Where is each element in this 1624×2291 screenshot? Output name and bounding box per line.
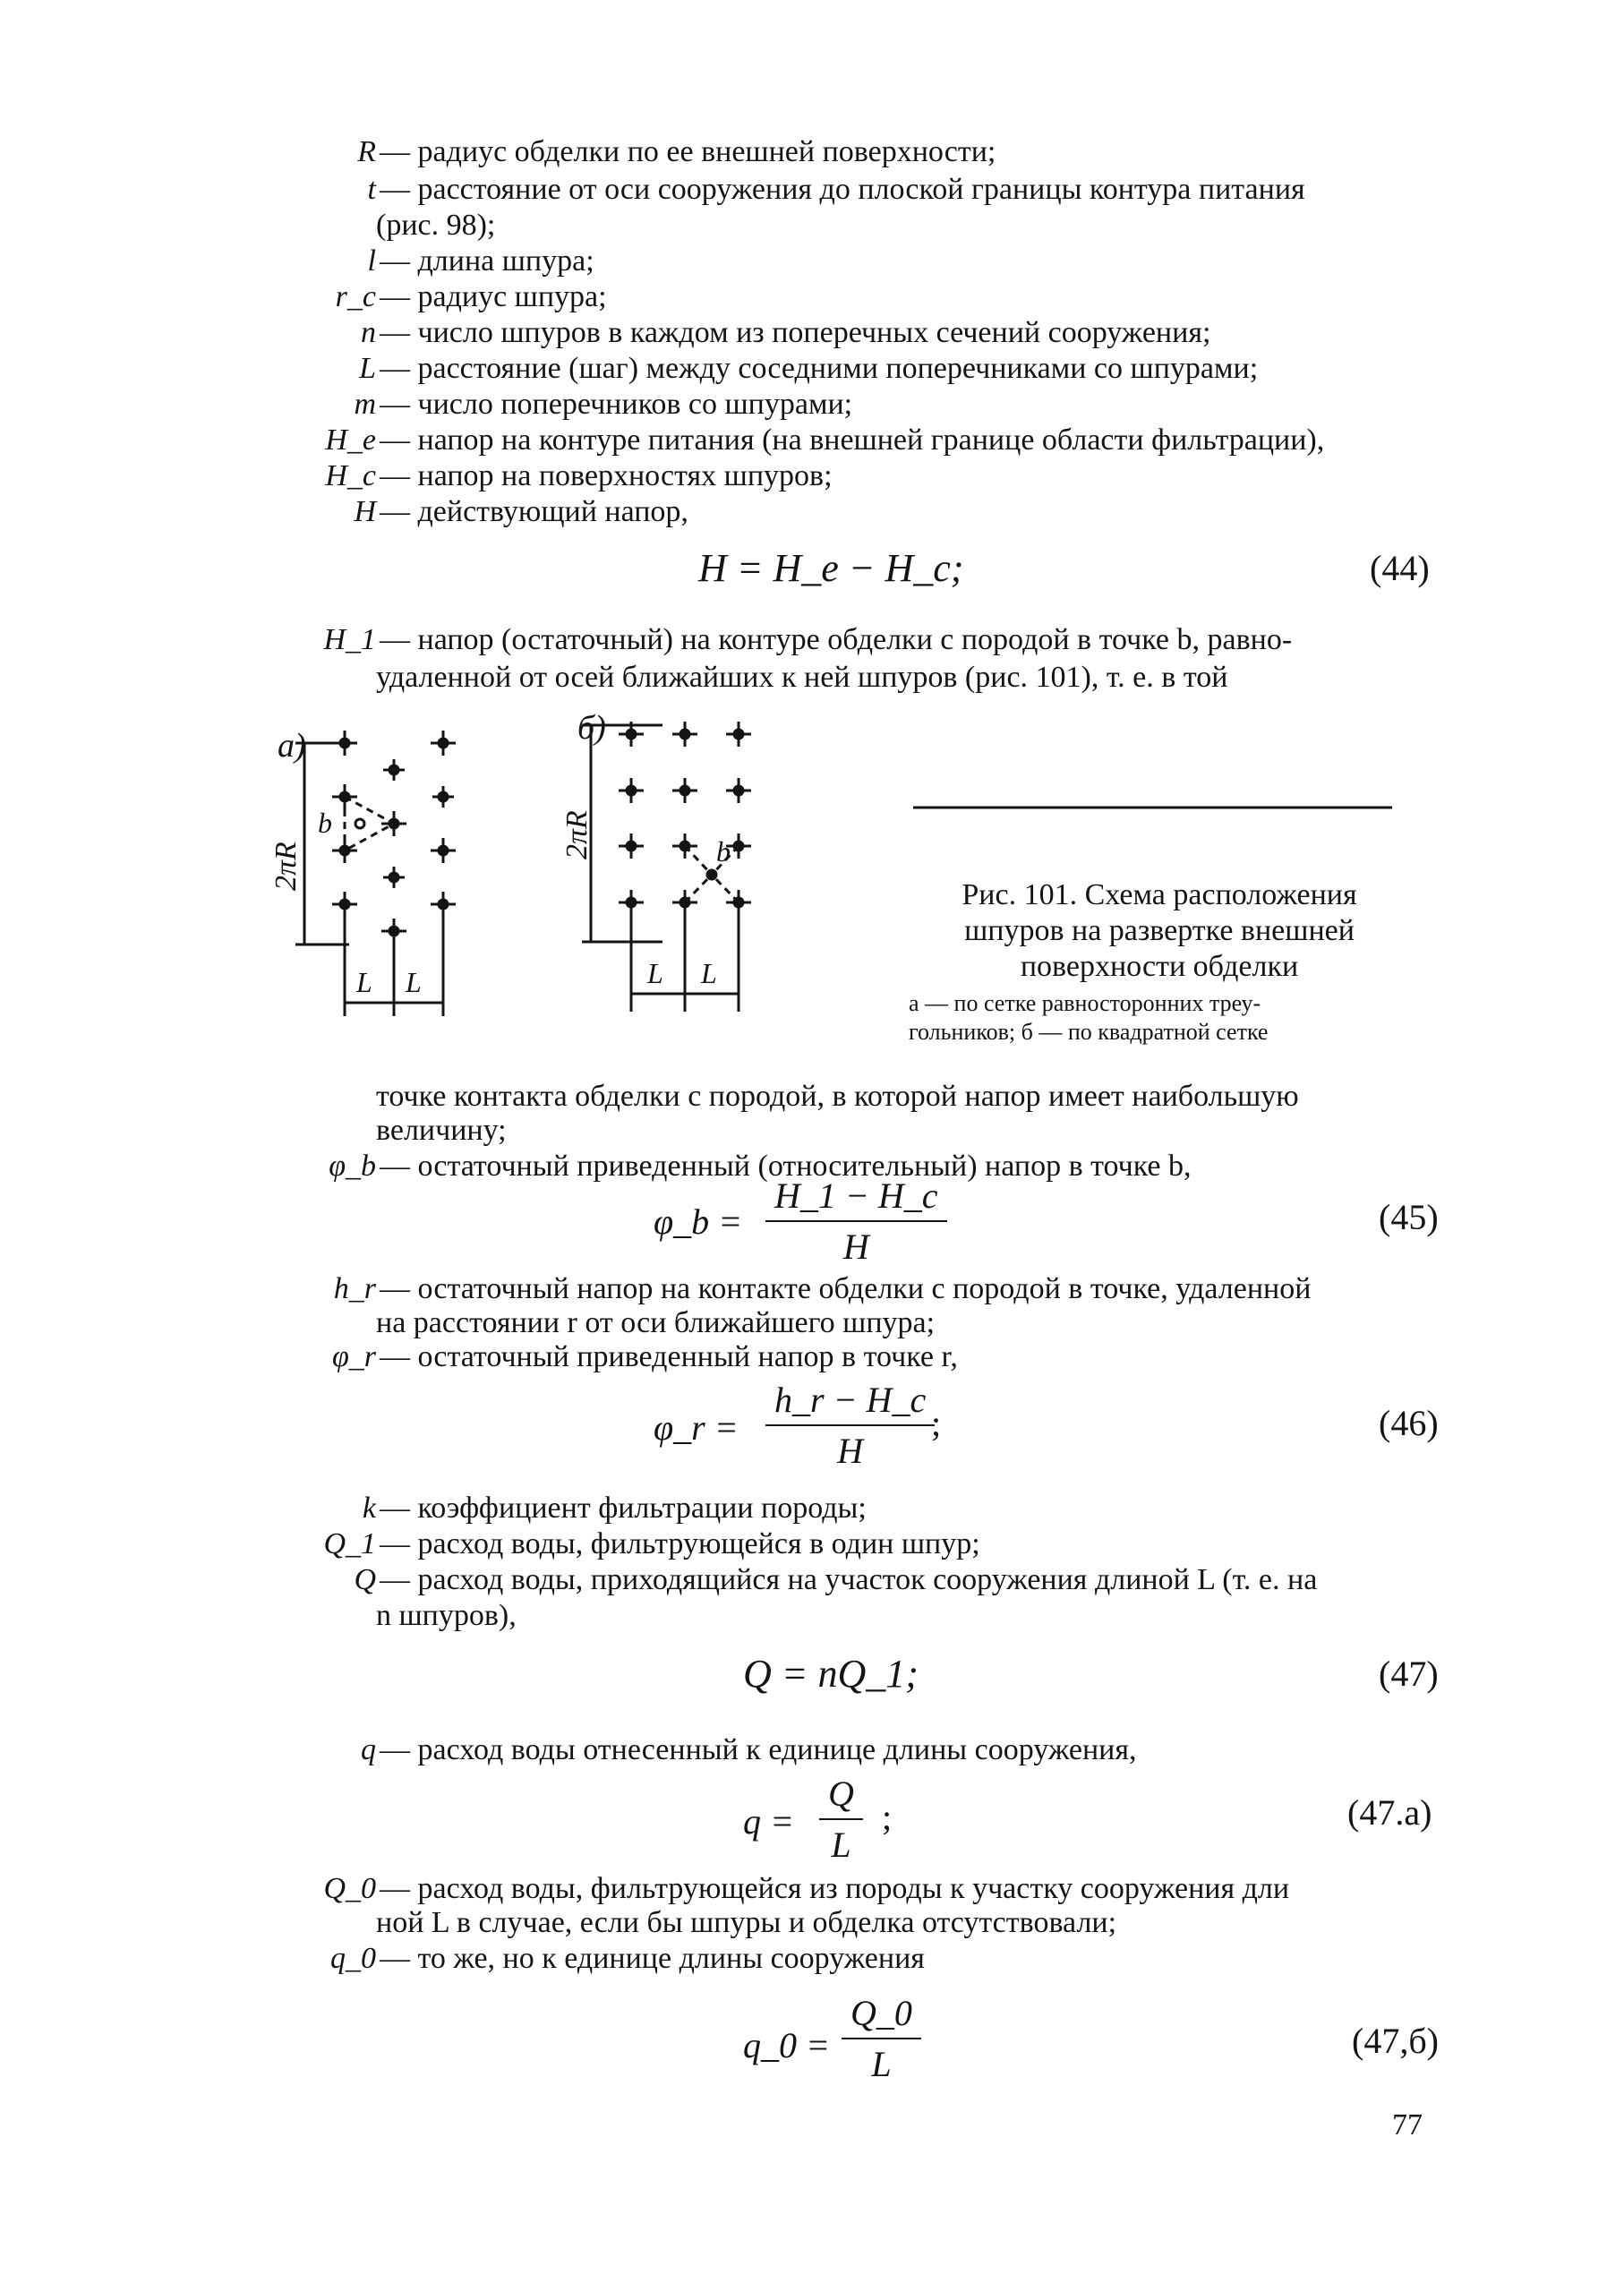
- caption-line: поверхности обделки: [1020, 950, 1299, 983]
- equation-number: (47.a): [1347, 1792, 1432, 1833]
- fraction-denominator: H: [842, 1227, 869, 1267]
- symbol: L: [359, 352, 376, 385]
- def-line: [295, 315, 1210, 351]
- def-text: — расход воды, приходящийся на участок сооружения длиной L (т. е. на: [380, 1563, 1318, 1596]
- def-text: — остаточный приведенный напор в точке r,: [380, 1340, 958, 1373]
- fraction-numerator: Q: [819, 1773, 863, 1820]
- equation-47a-lhs: q =: [743, 1801, 794, 1842]
- step-label-b1: L: [647, 957, 663, 989]
- diagram-b: [560, 709, 751, 1012]
- def-line: [295, 1941, 925, 1977]
- equation-number: (47): [1379, 1654, 1439, 1694]
- step-label-b2: L: [701, 957, 717, 989]
- def-line: [295, 1271, 1311, 1307]
- equation-46-fraction: [765, 1379, 935, 1472]
- def-text: — радиус шпура;: [380, 280, 607, 313]
- def-text: — напор на поверхностях шпуров;: [380, 459, 833, 492]
- figure-caption-note: [909, 989, 1268, 1047]
- symbol: Q_0: [323, 1872, 376, 1905]
- equation-47b-fraction: [842, 1992, 921, 2085]
- def-text: удаленной от осей ближайших к ней шпуров (рис. 101), т. е. в той: [376, 661, 1228, 694]
- figure-label-b: б): [577, 709, 606, 747]
- symbol: q_0: [330, 1942, 376, 1975]
- equation-number: (45): [1379, 1197, 1439, 1237]
- hole-marks: [332, 731, 456, 944]
- fraction-denominator: L: [871, 2044, 892, 2084]
- def-text: — расход воды, фильтрующейся в один шпур;: [380, 1527, 980, 1560]
- figure-caption-title: [909, 877, 1410, 985]
- def-line: [295, 458, 833, 494]
- hole-marks: [619, 722, 751, 915]
- fraction-numerator: Q_0: [842, 1992, 921, 2039]
- figure-label-a: a): [278, 727, 306, 765]
- def-line: [376, 1905, 1116, 1941]
- fraction-numerator: H_1 − H_c: [765, 1175, 947, 1222]
- symbol: t: [367, 173, 376, 206]
- def-line: [295, 1871, 1289, 1907]
- equation-number: (47,б): [1352, 2021, 1439, 2061]
- point-b-label-a: b: [318, 807, 332, 839]
- symbol: r_c: [335, 280, 376, 313]
- fraction-numerator: h_r − H_c: [765, 1379, 935, 1426]
- symbol: Q: [354, 1563, 376, 1596]
- def-line: [376, 1598, 517, 1634]
- symbol: H: [354, 495, 376, 528]
- diagram-a: [269, 727, 456, 1016]
- def-line: [295, 494, 688, 530]
- def-text: (рис. 98);: [376, 209, 496, 242]
- def-text: — остаточный напор на контакте обделки с породой в точке, удаленной: [380, 1272, 1312, 1305]
- def-text: — расстояние (шаг) между соседними поперечниками со шпурами;: [380, 352, 1259, 385]
- def-text: — длина шпура;: [380, 244, 594, 278]
- fraction-denominator: L: [831, 1825, 851, 1865]
- equation-47b-lhs: q_0 =: [743, 2025, 830, 2065]
- def-text: на расстоянии r от оси ближайшего шпура;: [376, 1306, 936, 1339]
- def-line: [376, 660, 1227, 696]
- def-line: [295, 423, 1324, 458]
- symbol: R: [357, 135, 376, 168]
- def-line: [295, 1562, 1317, 1598]
- def-line: [295, 279, 607, 315]
- def-text: величину;: [376, 1114, 507, 1147]
- def-text: n шпуров),: [376, 1599, 517, 1632]
- def-line: [295, 1732, 1137, 1768]
- symbol: n: [361, 316, 376, 349]
- caption-note-line: гольников; б — по квадратной сетке: [909, 1019, 1269, 1045]
- equation-number: (46): [1379, 1403, 1439, 1443]
- symbol: H_e: [325, 423, 376, 457]
- equation-47: Q = nQ_1;: [743, 1652, 919, 1696]
- def-line: [295, 1491, 867, 1526]
- def-line: [376, 1305, 935, 1341]
- def-line: [295, 387, 852, 423]
- def-text: — расход воды, фильтрующейся из породы к участку сооружения дли: [380, 1872, 1290, 1905]
- def-text: — число шпуров в каждом из поперечных сечений сооружения;: [380, 316, 1211, 349]
- def-line: [295, 244, 594, 279]
- symbol: m: [354, 388, 376, 421]
- def-text: — расстояние от оси сооружения до плоской границы контура питания: [380, 173, 1305, 206]
- symbol: q: [361, 1733, 376, 1766]
- symbol: H_1: [323, 623, 376, 656]
- def-text: — коэффициент фильтрации породы;: [380, 1492, 867, 1525]
- dimension-label: 2πR: [560, 810, 594, 859]
- def-text: — расход воды отнесенный к единице длины сооружения,: [380, 1733, 1137, 1766]
- def-text: — радиус обделки по ее внешней поверхности;: [380, 135, 996, 168]
- equation-45-lhs: φ_b =: [654, 1201, 743, 1242]
- fraction-denominator: H: [837, 1431, 864, 1471]
- symbol: Q_1: [323, 1527, 376, 1560]
- symbol: H_c: [325, 459, 376, 492]
- symbol: l: [367, 244, 376, 278]
- def-text: — то же, но к единице длины сооружения: [380, 1942, 925, 1975]
- def-text: — число поперечников со шпурами;: [380, 388, 853, 421]
- equation-number: (44): [1370, 548, 1430, 588]
- equation-47a-fraction: [819, 1773, 863, 1866]
- caption-line: Рис. 101. Схема расположения: [962, 878, 1357, 911]
- step-label-a1: L: [356, 966, 372, 998]
- caption-note-line: а — по сетке равносторонних треу-: [909, 990, 1261, 1016]
- dimension-label: 2πR: [269, 842, 303, 891]
- def-line: [376, 208, 495, 244]
- equation-44: H = H_e − H_c;: [698, 546, 964, 590]
- def-line: [295, 622, 1292, 658]
- text-line: [376, 1079, 1299, 1115]
- point-b-label-b: b: [716, 835, 731, 868]
- equation-46-lhs: φ_r =: [654, 1407, 739, 1448]
- step-label-a2: L: [406, 966, 422, 998]
- def-text: — действующий напор,: [380, 495, 688, 528]
- text-line: [376, 1113, 507, 1149]
- caption-line: шпуров на развертке внешней: [964, 914, 1355, 947]
- equation-47a-tail: ;: [882, 1797, 893, 1837]
- def-line: [295, 1526, 980, 1562]
- symbol: φ_b: [329, 1150, 376, 1183]
- def-line: [295, 351, 1258, 387]
- def-line: [295, 134, 996, 170]
- equation-45-fraction: [765, 1175, 947, 1268]
- def-text: точке контакта обделки с породой, в которой напор имеет наибольшую: [376, 1080, 1299, 1113]
- symbol: h_r: [333, 1272, 376, 1305]
- def-line: [295, 1149, 1192, 1184]
- symbol: φ_r: [331, 1340, 376, 1373]
- symbol: k: [362, 1492, 376, 1525]
- def-text: — напор (остаточный) на контуре обделки с породой в точке b, равно-: [380, 623, 1293, 656]
- def-text: ной L в случае, если бы шпуры и обделка отсутствовали;: [376, 1906, 1117, 1939]
- equation-46-tail: ;: [931, 1403, 942, 1443]
- def-text: — напор на контуре питания (на внешней границе области фильтрации),: [380, 423, 1325, 457]
- def-line: [295, 172, 1305, 208]
- def-text: — остаточный приведенный (относительный) напор в точке b,: [380, 1150, 1192, 1183]
- def-line: [295, 1339, 958, 1375]
- page-number: 77: [1392, 2108, 1423, 2141]
